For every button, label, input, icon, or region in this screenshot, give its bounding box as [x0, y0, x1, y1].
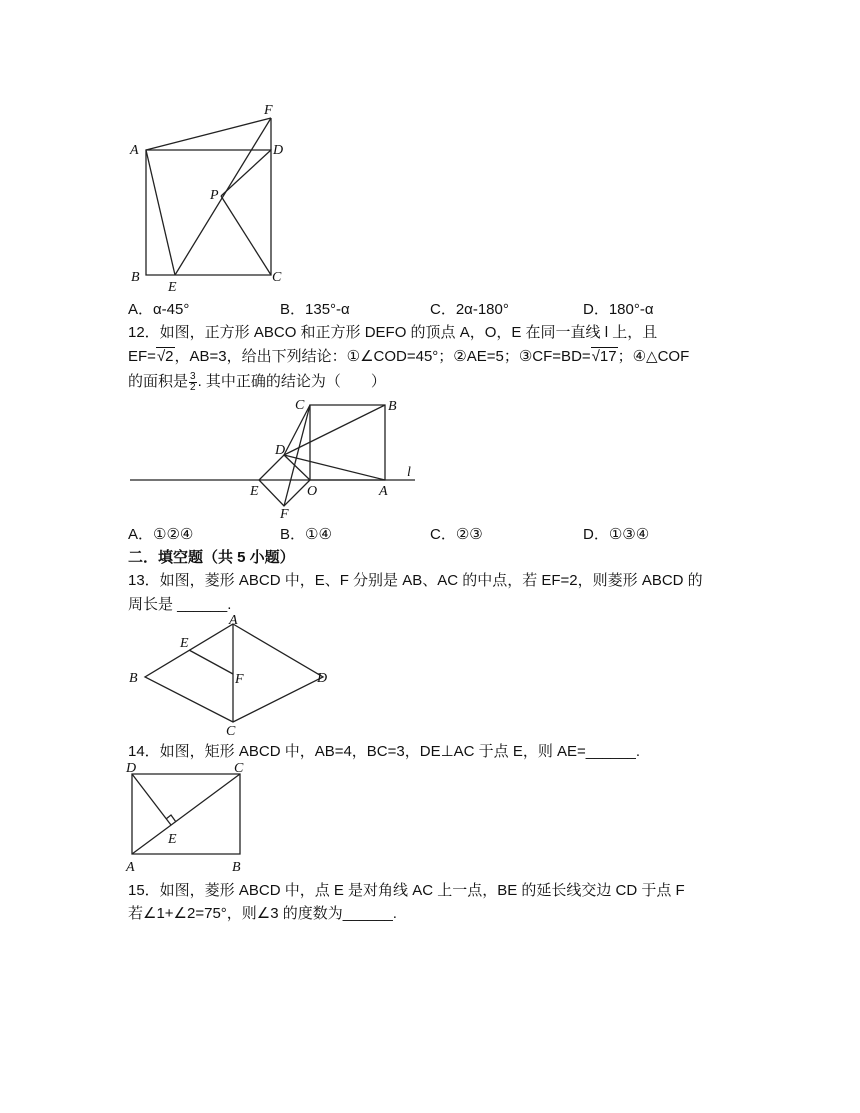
- label-c: C: [234, 761, 244, 776]
- label-d: D: [126, 761, 137, 776]
- label-a: A: [229, 613, 238, 628]
- diagonal-ac: [132, 774, 240, 854]
- q15-line1: 15．如图，菱形 ABCD 中，点 E 是对角线 AC 上一点，BE 的延长线交边 CD 于点 F: [128, 882, 685, 899]
- q12-line1: 12．如图，正方形 ABCO 和正方形 DEFO 的顶点 A，O，E 在同一直线 l 上，且: [128, 324, 658, 341]
- label-f: F: [264, 103, 273, 118]
- label-e: E: [168, 832, 177, 847]
- q14-line1: 14．如图，矩形 ABCD 中，AB=4，BC=3，DE⊥AC 于点 E，则 AE=______.: [128, 743, 640, 760]
- label-d: D: [273, 143, 284, 158]
- label-d: D: [317, 671, 328, 686]
- label-c: C: [295, 398, 305, 413]
- figure-q11: [120, 95, 300, 295]
- segment-ae: [146, 150, 175, 275]
- q11-option-a: A．α-45°: [128, 301, 190, 318]
- label-a: A: [379, 484, 388, 499]
- q12-line3: [128, 371, 386, 393]
- label-e: E: [250, 484, 259, 499]
- rhombus-abcd: [145, 624, 323, 722]
- q12-line2: [128, 346, 689, 368]
- square-abco: [310, 405, 385, 480]
- segment-ef: [189, 650, 233, 674]
- fraction-numerator: 3: [190, 370, 196, 382]
- label-b: B: [131, 270, 140, 285]
- label-a: A: [130, 143, 139, 158]
- q12-sqrt17: √17: [591, 348, 617, 365]
- label-d: D: [275, 443, 286, 458]
- square-abcd: [146, 150, 271, 275]
- label-f: F: [235, 672, 244, 687]
- figure-q12: [125, 395, 425, 521]
- q13-line1: 13．如图，菱形 ABCD 中，E、F 分别是 AB、AC 的中点，若 EF=2，则菱形 ABCD 的: [128, 572, 703, 589]
- q12-ef-label: EF=: [128, 348, 156, 365]
- label-a: A: [126, 860, 135, 875]
- segment-de: [132, 774, 171, 825]
- label-b: B: [129, 671, 138, 686]
- q11-option-d: D．180°-α: [583, 301, 654, 318]
- q11-option-c: C．2α-180°: [430, 301, 509, 318]
- q12-conclusions: ，AB=3，给出下列结论：①∠COD=45°；②AE=5；③CF=BD=: [174, 348, 591, 365]
- segment-pd: [221, 150, 271, 196]
- label-c: C: [272, 270, 282, 285]
- q12-option-c: C．②③: [430, 526, 483, 543]
- label-c: C: [226, 724, 236, 739]
- figure-q14: [120, 757, 255, 877]
- q11-option-b: B．135°-α: [280, 301, 350, 318]
- section-heading: 二．填空题（共 5 小题）: [128, 549, 295, 566]
- q12-option-d: D．①③④: [583, 526, 650, 543]
- q12-option-b: B．①④: [280, 526, 332, 543]
- q12-fraction: [189, 372, 197, 393]
- q13-line2: 周长是 ______.: [128, 596, 232, 613]
- q12-question: . 其中正确的结论为（ ）: [197, 373, 386, 390]
- q12-option-a: A．①②④: [128, 526, 194, 543]
- q12-sqrt2: √2: [156, 348, 174, 365]
- segment-af: [146, 118, 271, 150]
- label-b: B: [232, 860, 241, 875]
- label-o: O: [307, 484, 318, 499]
- figure-q13: [125, 612, 340, 740]
- q12-area-label: 的面积是: [128, 373, 189, 390]
- label-p: P: [210, 188, 219, 203]
- q12-cof: ；④△COF: [617, 348, 690, 365]
- label-b: B: [388, 399, 397, 414]
- label-l: l: [407, 465, 411, 480]
- label-e: E: [168, 280, 177, 295]
- fraction-denominator: 2: [190, 381, 196, 393]
- segment-da: [284, 455, 385, 480]
- segment-pc: [221, 196, 271, 275]
- label-e: E: [180, 636, 189, 651]
- q15-line2: 若∠1+∠2=75°，则∠3 的度数为______.: [128, 905, 397, 922]
- label-f: F: [280, 507, 289, 521]
